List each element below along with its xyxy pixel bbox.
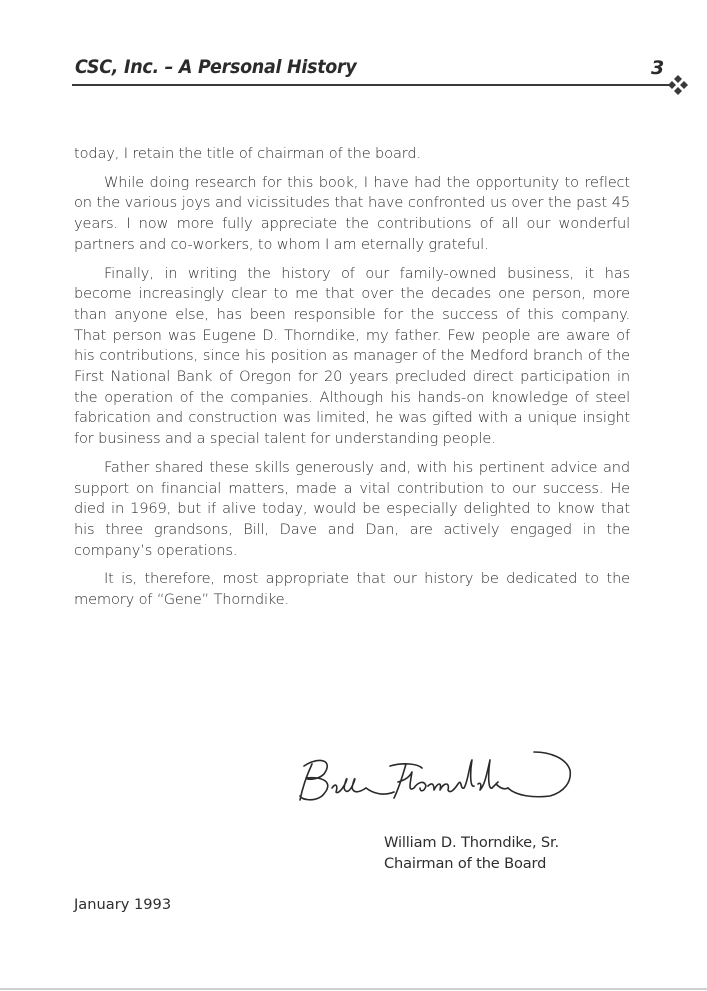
signer-title: Chairman of the Board — [384, 855, 547, 872]
paragraph: today, I retain the title of chairman of the board. — [74, 145, 421, 162]
running-title: CSC, Inc. – A Personal History — [75, 56, 357, 78]
page-number: 3 — [651, 57, 665, 79]
paragraph: Finally, in writing the history of our family-owned business, it has become increasingly clear to me that over the decades one person, more than anyone else, has been responsible for the success of this company. That person was Eugene D. Thorndike, my father. Few people are aware of his contributions, since his position as manager of the Medford branch of the First National Bank of Oregon for 20 years precluded direct participation in the operation of the companies. Although his hands-on knowledge of steel fabrication and construction was limited, he was gifted with a unique insight for business and a special talent for understanding people. — [74, 264, 630, 448]
paragraph: It is, therefore, most appropriate that our history be dedicated to the memory of “Gene” Thorndike. — [74, 570, 630, 609]
paragraph: Father shared these skills generously and, with his pertinent advice and support on financial matters, made a vital contribution to our success. He died in 1969, but if alive today, would be especially delighted to know that his three grandsons, Bill, Dave and Dan, are actively engaged in the company’s operations. — [74, 458, 630, 559]
signer-block — [384, 832, 559, 874]
signer-name: William D. Thorndike, Sr. — [384, 834, 560, 851]
body-text — [74, 144, 630, 619]
page-bottom-edge — [0, 988, 707, 990]
document-date: January 1993 — [74, 896, 172, 913]
handwritten-signature — [294, 742, 604, 812]
diamond-cluster-icon — [667, 74, 689, 96]
header-rule — [72, 84, 669, 86]
paragraph: While doing research for this book, I have had the opportunity to reflect on the various joys and vicissitudes that have confronted us over the past 45 years. I now more fully appreciate the contributions of all our wonderful partners and co-workers, to whom I am eternally grateful. — [74, 173, 630, 253]
